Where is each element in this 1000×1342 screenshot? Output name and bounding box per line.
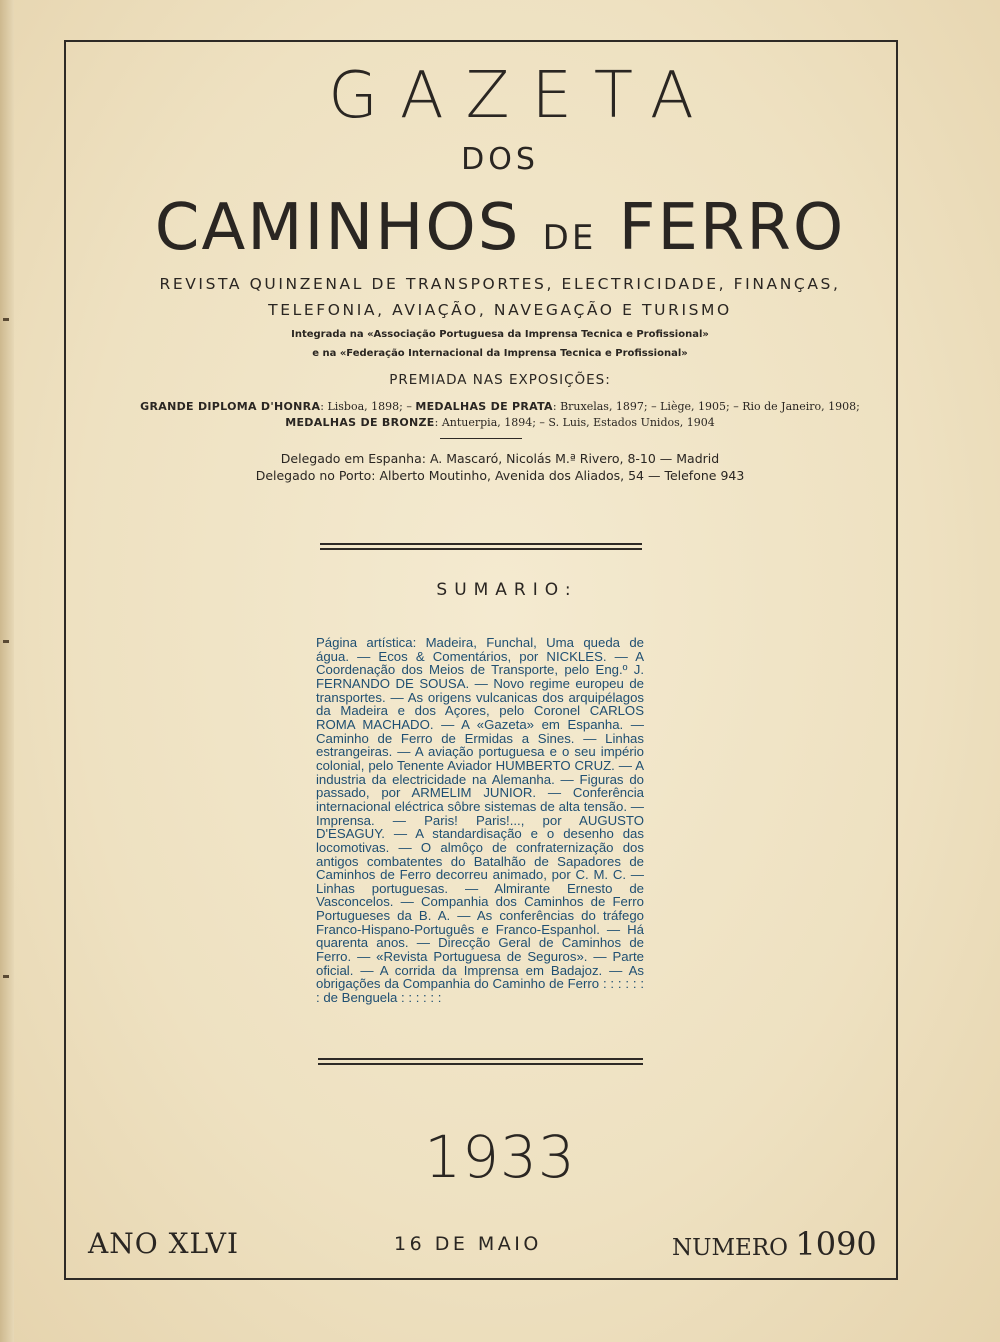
masthead-word-caminhos: CAMINHOS bbox=[154, 191, 521, 265]
masthead-word-ferro: FERRO bbox=[618, 191, 846, 265]
award-label-medalhas-prata: MEDALHAS DE PRATA bbox=[415, 400, 553, 413]
award-label-medalhas-bronze: MEDALHAS DE BRONZE bbox=[285, 416, 435, 429]
issue-number-value: 1090 bbox=[795, 1225, 877, 1263]
double-rule-top bbox=[320, 543, 642, 550]
award-label-grande-diploma: GRANDE DIPLOMA D'HONRA bbox=[140, 400, 321, 413]
awards-line-2 bbox=[0, 415, 1000, 430]
issue-number bbox=[672, 1226, 877, 1262]
masthead-title-gazeta: GAZETA bbox=[328, 59, 716, 133]
subtitle-line-2: TELEFONIA, AVIAÇÃO, NAVEGAÇÃO E TURISMO bbox=[268, 301, 732, 319]
award-text-lisboa: : Lisboa, 1898; – bbox=[320, 400, 416, 413]
sumario-heading: SUMARIO: bbox=[436, 580, 578, 600]
integration-line-2: e na «Federação Internacional da Imprensa Tecnica e Profissional» bbox=[312, 348, 688, 359]
integration-line-1: Integrada na «Associação Portuguesa da Imprensa Tecnica e Profissional» bbox=[291, 329, 709, 340]
awards-line-1 bbox=[0, 399, 1000, 414]
issue-date: 16 DE MAIO bbox=[394, 1233, 542, 1255]
awards-heading: PREMIADA NAS EXPOSIÇÕES: bbox=[389, 372, 611, 388]
subtitle-line-1: REVISTA QUINZENAL DE TRANSPORTES, ELECTRICIDADE, FINANÇAS, bbox=[159, 275, 841, 293]
double-rule-bottom bbox=[318, 1058, 643, 1065]
masthead-word-de: DE bbox=[542, 218, 597, 258]
issue-year: 1933 bbox=[424, 1123, 576, 1191]
delegate-spain: Delegado em Espanha: A. Mascaró, Nicolás M.ª Rivero, 8-10 — Madrid bbox=[280, 451, 720, 466]
sumario-contents: Página artística: Madeira, Funchal, Uma queda de água. — Ecos & Comentários, por NICKLES. — A Coordenação dos Meios de Transporte, pelo Eng.º J. FERNANDO DE SOUSA. — Novo regime europeu de transportes. — As origens vulcanicas dos arquipélagos da Madeira e dos Açores, pelo Coronel CARLOS ROMA MACHADO. — A «Gazeta» em Espanha. — Caminho de Ferro de Ermidas a Sines. — Linhas estrangeiras. — A aviação portuguesa e o seu império colonial, pelo Tenente Aviador HUMBERTO CRUZ. — A industria da electricidade na Alemanha. — Figuras do passado, por ARMELIM JUNIOR. — Conferência internacional eléctrica sôbre sistemas de alta tensão. — Imprensa. — Paris! Paris!..., por AUGUSTO D'ESAGUY. — A standardisação e o desenho das locomotivas. — O almôço de confraternização dos antigos combatentes do Batalhão de Sapadores de Caminhos de Ferro decorreu animado, por C. M. C. — Linhas portuguesas. — Almirante Ernesto de Vasconcelos. — Companhia dos Caminhos de Ferro Portugueses da B. A. — As conferências do tráfego Franco-Hispano-Português e Franco-Espanhol. — Há quarenta anos. — Direcção Geral de Caminhos de Ferro. — «Revista Portuguesa de Seguros». — Parte oficial. — A corrida da Imprensa em Badajoz. — As obrigações da Companhia do Caminho de Ferro : : : : : : : de Benguela : : : : : : bbox=[316, 635, 644, 1006]
award-text-bronze: : Antuerpia, 1894; – S. Luis, Estados Unidos, 1904 bbox=[434, 416, 715, 429]
masthead-title-dos: DOS bbox=[461, 142, 539, 177]
binding-mark bbox=[3, 640, 9, 643]
issue-number-label: NUMERO bbox=[672, 1235, 789, 1261]
binding-mark bbox=[3, 975, 9, 978]
award-text-prata: : Bruxelas, 1897; – Liège, 1905; – Rio de Janeiro, 1908; bbox=[552, 400, 860, 413]
delegate-porto: Delegado no Porto: Alberto Moutinho, Avenida dos Aliados, 54 — Telefone 943 bbox=[255, 468, 745, 483]
separator-rule bbox=[440, 438, 522, 439]
masthead-title-caminhos-de-ferro bbox=[0, 188, 1000, 278]
issue-volume: ANO XLVI bbox=[88, 1227, 240, 1260]
